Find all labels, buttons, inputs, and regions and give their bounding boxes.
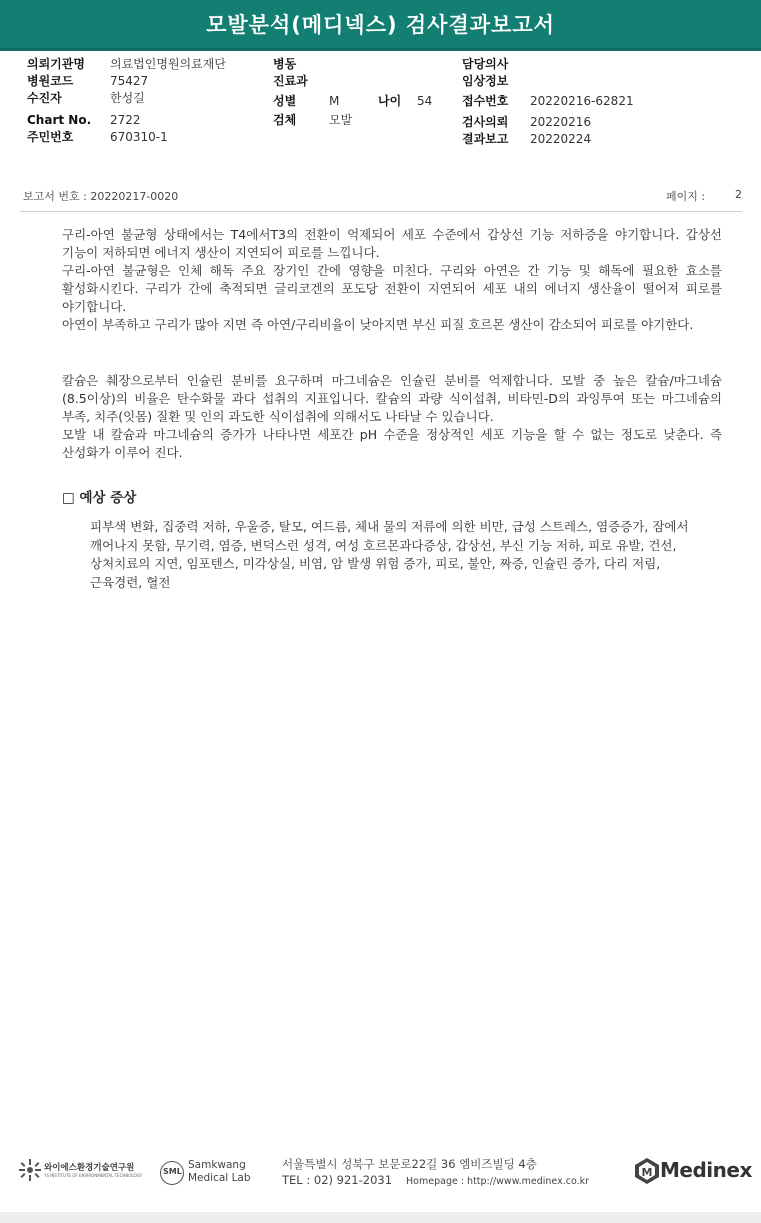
info-col2-row-label: 성별	[273, 94, 297, 108]
expected-symptoms-list: 피부색 변화, 집중력 저하, 우울증, 탈모, 여드름, 체내 물의 저류에 의한 비만, 급성 스트레스, 염증증가, 잠에서 깨어나지 못함, 무기력, 염증, 변덕스런 성격, 여성 호르몬과다증상, 갑상선, 부신 기능 저하, 피로 유발, 건선, 상처치료의 지연, 임포텐스, 미각상실, 비염, 암 발생 위험 증가, 피로, 불안, 짜증, 인슐린 증가, 다리 저림, 근육경련, 혈전	[90, 519, 689, 590]
footer-bar	[0, 1212, 761, 1223]
medinex-logo	[634, 1155, 752, 1187]
info-col1-row-label: 주민번호	[27, 130, 74, 144]
paragraph: 아연이 부족하고 구리가 많아 지면 즉 아연/구리비율이 낮아지면 부신 피질 호르몬 생산이 감소되어 피로를 야기한다.	[62, 317, 694, 332]
info-age-value: 54	[417, 94, 433, 108]
info-col2-row-value: M	[329, 94, 340, 108]
info-col1-row-label: Chart No.	[27, 113, 92, 127]
homepage: Homepage : http://www.medinex.co.kr	[406, 1176, 590, 1187]
report-title: 모발분석(메디넥스) 검사결과보고서	[0, 0, 761, 51]
sml-mark: SML	[163, 1167, 182, 1176]
page-number: 2	[735, 188, 742, 201]
sml-name-line2: Medical Lab	[188, 1172, 251, 1184]
info-age-label: 나이	[378, 94, 402, 108]
info-col1-row-label: 의뢰기관명	[27, 57, 85, 71]
paragraph: 칼슘은 췌장으로부터 인슐린 분비를 요구하며 마그네슘은 인슐린 분비를 억제합니다. 모발 중 높은 칼슘/마그네슘(8.5이상)의 비율은 탄수화물 과다 섭취의 지표입니다. 칼슘의 과량 식이섭취, 비타민-D의 과잉투여 또는 마그네슘의 부족, 치주(잇몸) 질환 및 인의 과도한 식이섭취에 의해서도 나타날 수 있습니다.	[62, 373, 722, 424]
calcium-magnesium-section	[62, 372, 722, 462]
info-col3-row-label: 검사의뢰	[462, 115, 509, 129]
info-col2-row-label: 검체	[273, 113, 297, 127]
info-col1-row-value: 2722	[110, 113, 141, 127]
info-col1-row-label: 수진자	[27, 91, 62, 105]
info-col1-row-value: 670310-1	[110, 130, 168, 144]
ys-logo-subtitle: YS INSTITUTE OF ENVIRONMENTAL TECHNOLOGY	[44, 1173, 143, 1178]
info-col1-row-label: 병원코드	[27, 74, 74, 88]
info-col3-row-label: 결과보고	[462, 132, 509, 146]
info-col1-row-value: 75427	[110, 74, 149, 88]
ys-institute-logo	[18, 1158, 143, 1184]
info-col3-row-label: 임상정보	[462, 74, 509, 88]
info-col3-row-value: 20220216	[530, 115, 592, 129]
ys-logo-name: 와이에스환경기술연구원	[44, 1163, 135, 1173]
medinex-wordmark: Medinex	[660, 1158, 752, 1182]
info-col3-row-label: 담당의사	[462, 57, 509, 71]
info-col1-row-value: 한성길	[110, 91, 145, 105]
paragraph: 모발 내 칼슘과 마그네슘의 증가가 나타나면 세포간 pH 수준을 정상적인 세포 기능을 할 수 없는 정도로 낮춘다. 즉 산성화가 이루어 진다.	[62, 427, 722, 460]
expected-symptoms-heading: □ 예상 증상	[62, 490, 137, 506]
divider	[20, 211, 742, 212]
svg-text:M: M	[641, 1166, 653, 1179]
address: 서울특별시 성북구 보문로22길 36 엠비즈빌딩 4층	[282, 1157, 537, 1171]
telephone: TEL : 02) 921-2031	[282, 1173, 393, 1187]
info-col2-row-label: 병동	[273, 57, 297, 71]
paragraph: 구리-아연 불균형은 인체 해독 주요 장기인 간에 영향을 미친다. 구리와 아연은 간 기능 및 해독에 필요한 효소를 활성화시킨다. 구리가 간에 축적되면 글리코겐의 포도당 전환이 지연되어 세포 내의 에너지 생산율이 떨어져 피로를 야기합니다.	[62, 263, 722, 314]
patient-info	[0, 56, 761, 156]
ys-logo-icon	[18, 1158, 42, 1182]
page-label: 페이지 :	[666, 190, 706, 203]
info-col1-row-value: 의료법인명원의료재단	[110, 57, 226, 71]
info-col2-row-value: 모발	[329, 113, 353, 127]
copper-zinc-section	[62, 226, 722, 334]
samkwang-logo	[160, 1157, 260, 1187]
medinex-emblem-icon	[634, 1157, 660, 1185]
paragraph: 구리-아연 불균형 상태에서는 T4에서T3의 전환이 억제되어 세포 수준에서 갑상선 기능 저하증을 야기합니다. 갑상선 기능이 저하되면 에너지 생산이 지연되어 피로를 느낍니다.	[62, 227, 722, 260]
info-col3-row-value: 20220216-62821	[530, 94, 634, 108]
footer-address-block	[282, 1156, 589, 1190]
sml-name-line1: Samkwang	[188, 1159, 246, 1171]
info-col2-row-label: 진료과	[273, 74, 308, 88]
report-number: 보고서 번호 : 20220217-0020	[23, 190, 179, 203]
info-col3-row-value: 20220224	[530, 132, 592, 146]
info-col3-row-label: 접수번호	[462, 94, 509, 108]
